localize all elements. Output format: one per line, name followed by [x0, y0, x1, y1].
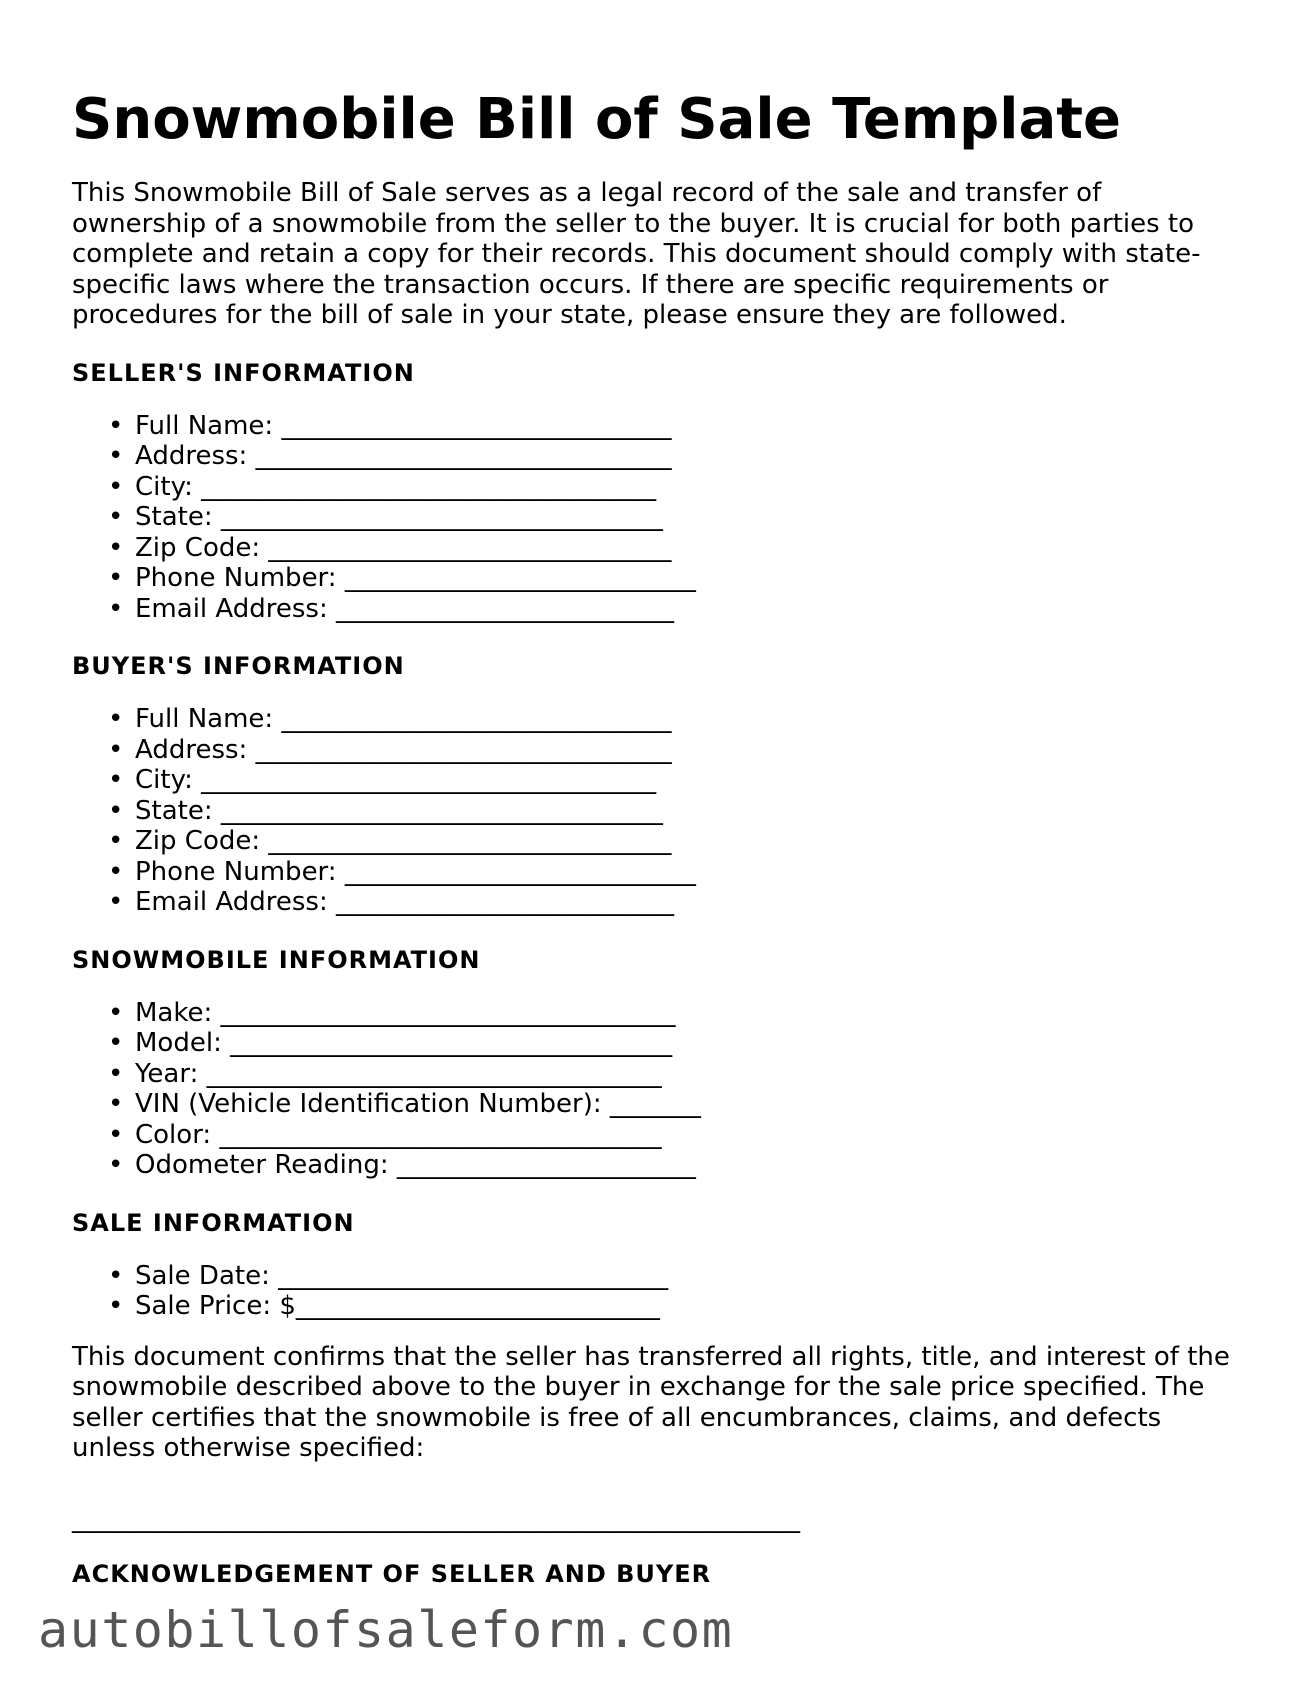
buyer-address-field — [108, 735, 1232, 766]
field-text: Sale Date: ______________________________ — [135, 1260, 669, 1291]
field-text: Email Address: __________________________ — [135, 593, 674, 624]
vin-field — [108, 1089, 1232, 1120]
buyer-city-field — [108, 765, 1232, 796]
bullet-icon: • — [108, 563, 124, 593]
field-text: Email Address: __________________________ — [135, 887, 674, 917]
bullet-icon: • — [108, 765, 124, 795]
color-field — [108, 1120, 1232, 1151]
bullet-icon: • — [108, 704, 124, 734]
field-text: Phone Number: ___________________________ — [135, 563, 696, 593]
buyer-full-name-field — [108, 704, 1232, 735]
field-text: Address: ________________________________ — [135, 734, 672, 765]
bullet-icon: • — [108, 1119, 124, 1150]
buyer-state-field — [108, 796, 1232, 827]
sale-section-heading: SALE INFORMATION — [72, 1208, 355, 1237]
buyer-phone-field — [108, 857, 1232, 888]
odometer-field — [108, 1150, 1232, 1181]
seller-city-field — [108, 472, 1232, 503]
bullet-icon: • — [108, 471, 124, 502]
watermark: autobillofsaleform.com — [38, 1601, 734, 1659]
sale-fields-list — [72, 1261, 1232, 1322]
bullet-icon: • — [108, 826, 124, 856]
field-text: Make: ___________________________________ — [135, 997, 676, 1028]
buyer-section-heading: BUYER'S INFORMATION — [72, 652, 405, 680]
field-text: City: ___________________________________ — [135, 765, 657, 795]
bullet-icon: • — [108, 1260, 124, 1291]
intro-paragraph: This Snowmobile Bill of Sale serves as a legal record of the sale and transfer of ownership of a snowmobile from the seller to the buyer. It is crucial for both parties to complete and retain a copy for their records. This document should comply with state-specific laws where the transaction occurs. If there are specific requirements or procedures for the bill of sale in your state, please ensure they are followed. — [72, 178, 1201, 330]
seller-phone-field — [108, 563, 1232, 594]
year-field — [108, 1059, 1232, 1090]
bullet-icon: • — [108, 410, 124, 441]
seller-zip-field — [108, 533, 1232, 564]
bullet-icon: • — [108, 1089, 124, 1119]
field-text: VIN (Vehicle Identification Number): _______ — [135, 1089, 701, 1119]
field-text: Odometer Reading: _______________________ — [135, 1150, 696, 1180]
bullet-icon: • — [108, 795, 124, 826]
bullet-icon: • — [108, 997, 124, 1028]
field-text: Phone Number: ___________________________ — [135, 856, 696, 887]
bullet-icon: • — [108, 856, 124, 887]
snowmobile-section-heading: SNOWMOBILE INFORMATION — [72, 945, 481, 974]
bullet-icon: • — [108, 593, 124, 624]
page-title: Snowmobile Bill of Sale Template — [72, 87, 1121, 152]
seller-state-field — [108, 502, 1232, 533]
field-text: Full Name: ______________________________ — [135, 410, 672, 441]
buyer-zip-field — [108, 826, 1232, 857]
acknowledgement-heading: ACKNOWLEDGEMENT OF SELLER AND BUYER — [72, 1559, 712, 1588]
seller-section-heading: SELLER'S INFORMATION — [72, 358, 415, 387]
field-text: State: __________________________________ — [135, 795, 663, 826]
seller-address-field — [108, 441, 1232, 472]
document-page — [72, 82, 1232, 1612]
field-text: Zip Code: _______________________________ — [135, 532, 672, 563]
bullet-icon: • — [108, 1028, 124, 1058]
field-text: City: ___________________________________ — [135, 471, 657, 502]
seller-email-field — [108, 594, 1232, 625]
buyer-fields-list — [72, 704, 1232, 918]
bullet-icon: • — [108, 734, 124, 765]
exceptions-signature-line: ________________________________________________________ — [72, 1503, 800, 1534]
sale-price-field — [108, 1291, 1232, 1322]
field-text: Year: ___________________________________ — [135, 1058, 662, 1089]
field-text: Full Name: ______________________________ — [135, 704, 672, 734]
confirmation-paragraph: This document confirms that the seller has transferred all rights, title, and interest of the snowmobile described above to the buyer in exchange for the sale price specified. The seller certifies that the snowmobile is free of all encumbrances, claims, and defects unless otherwise specified: — [72, 1341, 1230, 1463]
bullet-icon: • — [108, 502, 124, 532]
field-text: Color: __________________________________ — [135, 1119, 662, 1150]
seller-full-name-field — [108, 411, 1232, 442]
field-text: Zip Code: _______________________________ — [135, 826, 672, 856]
field-text: Model: __________________________________ — [135, 1028, 673, 1058]
buyer-email-field — [108, 887, 1232, 918]
bullet-icon: • — [108, 1291, 124, 1321]
seller-fields-list — [72, 411, 1232, 625]
bullet-icon: • — [108, 887, 124, 917]
field-text: Address: ________________________________ — [135, 441, 672, 471]
field-text: State: __________________________________ — [135, 502, 663, 532]
make-field — [108, 998, 1232, 1029]
bullet-icon: • — [108, 1150, 124, 1180]
bullet-icon: • — [108, 532, 124, 563]
model-field — [108, 1028, 1232, 1059]
bullet-icon: • — [108, 441, 124, 471]
snowmobile-fields-list — [72, 998, 1232, 1181]
sale-date-field — [108, 1261, 1232, 1292]
bullet-icon: • — [108, 1058, 124, 1089]
field-text: Sale Price: $____________________________ — [135, 1291, 660, 1321]
